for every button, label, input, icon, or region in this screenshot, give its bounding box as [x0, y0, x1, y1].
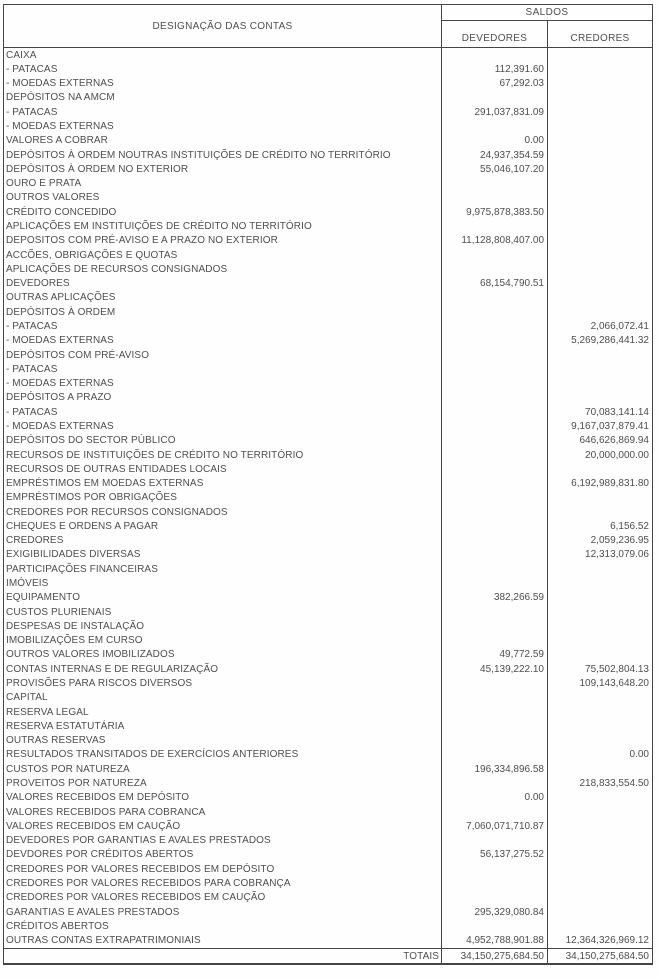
account-label: DEPÓSITOS À ORDEM NOUTRAS INSTITUIÇÕES DE CRÉDITO NO TERRITÓRIO: [4, 148, 442, 162]
account-label: CRÉDITO CONCEDIDO: [4, 205, 442, 219]
table-row: [4, 534, 652, 548]
table-row: [4, 876, 652, 890]
account-label: PARTICIPAÇÕES FINANCEIRAS: [4, 562, 442, 576]
devedores-value: [442, 862, 548, 876]
credores-value: [548, 762, 652, 776]
table-row: [4, 434, 652, 448]
devedores-value: [442, 605, 548, 619]
credores-value: [548, 648, 652, 662]
table-row: [4, 48, 652, 62]
table-row: [4, 462, 652, 476]
account-label: VALORES RECEBIDOS EM CAUÇÃO: [4, 819, 442, 833]
devedores-value: [442, 91, 548, 105]
table-row: [4, 662, 652, 676]
table-row: [4, 776, 652, 790]
account-label: DEVEDORES POR GARANTIAS E AVALES PRESTADOS: [4, 833, 442, 847]
account-label: OUTRAS RESERVAS: [4, 734, 442, 748]
account-label: CUSTOS POR NATUREZA: [4, 762, 442, 776]
account-label: EMPRÉSTIMOS POR OBRIGAÇÕES: [4, 491, 442, 505]
account-label: DEPOSITOS COM PRÉ-AVISO E A PRAZO NO EXTERIOR: [4, 234, 442, 248]
credores-value: [548, 734, 652, 748]
table-row: [4, 376, 652, 390]
credores-value: [548, 634, 652, 648]
devedores-value: [442, 919, 548, 933]
account-label: DEPÓSITOS DO SECTOR PÚBLICO: [4, 434, 442, 448]
account-label: - PATACAS: [4, 362, 442, 376]
devedores-value: 68,154,790.51: [442, 277, 548, 291]
accounts-table: [3, 4, 653, 965]
table-row: [4, 862, 652, 876]
account-label: RESERVA LEGAL: [4, 705, 442, 719]
credores-value: [548, 262, 652, 276]
devedores-value: 9,975,878,383.50: [442, 205, 548, 219]
table-row: [4, 119, 652, 133]
table-row: [4, 291, 652, 305]
account-label: VALORES RECEBIDOS EM DEPÓSITO: [4, 791, 442, 805]
account-label: IMOBILIZAÇÕES EM CURSO: [4, 634, 442, 648]
table-row: [4, 576, 652, 590]
devedores-value: 295,329,080.84: [442, 905, 548, 919]
devedores-value: [442, 891, 548, 905]
credores-value: [548, 905, 652, 919]
table-row: [4, 791, 652, 805]
account-label: EMPRÉSTIMOS EM MOEDAS EXTERNAS: [4, 476, 442, 490]
account-label: PROVISÕES PARA RISCOS DIVERSOS: [4, 676, 442, 690]
table-row: [4, 905, 652, 919]
devedores-value: [442, 676, 548, 690]
account-label: VALORES A COBRAR: [4, 134, 442, 148]
account-label: DESPESAS DE INSTALAÇÃO: [4, 619, 442, 633]
devedores-value: [442, 319, 548, 333]
table-row: [4, 734, 652, 748]
credores-value: [548, 77, 652, 91]
account-label: CREDORES POR RECURSOS CONSIGNADOS: [4, 505, 442, 519]
table-row: [4, 919, 652, 933]
devedores-value: [442, 391, 548, 405]
account-label: EXIGIBILIDADES DIVERSAS: [4, 548, 442, 562]
table-row: [4, 719, 652, 733]
credores-value: [548, 48, 652, 62]
table-row: [4, 62, 652, 76]
table-row: [4, 191, 652, 205]
credores-value: [548, 605, 652, 619]
devedores-value: [442, 805, 548, 819]
credores-value: [548, 62, 652, 76]
table-row: [4, 819, 652, 833]
account-label: CAPITAL: [4, 691, 442, 705]
account-label: OUTROS VALORES: [4, 191, 442, 205]
table-row: [4, 134, 652, 148]
table-row: [4, 848, 652, 862]
account-label: RESERVA ESTATUTÁRIA: [4, 719, 442, 733]
devedores-value: [442, 476, 548, 490]
credores-value: [548, 791, 652, 805]
account-label: OURO E PRATA: [4, 177, 442, 191]
devedores-value: 67,292.03: [442, 77, 548, 91]
credores-value: [548, 162, 652, 176]
credores-value: [548, 833, 652, 847]
devedores-value: 4,952,788,901.88: [442, 933, 548, 947]
devedores-value: [442, 562, 548, 576]
account-label: CRÉDITOS ABERTOS: [4, 919, 442, 933]
credores-value: 646,626,869.94: [579, 435, 649, 447]
devedores-value: [442, 419, 548, 433]
credores-value: 5,269,286,441.32: [571, 335, 649, 347]
totals-row: [4, 948, 652, 963]
credores-value: [548, 805, 652, 819]
credores-value: [548, 491, 652, 505]
table-row: [4, 162, 652, 176]
devedores-value: [442, 262, 548, 276]
credores-value: [548, 691, 652, 705]
account-label: CREDORES: [4, 534, 442, 548]
devedores-value: [442, 505, 548, 519]
account-label: DEVEDORES: [4, 277, 442, 291]
column-header-devedores: DEVEDORES: [442, 21, 548, 47]
devedores-value: [442, 434, 548, 448]
table-body: [4, 48, 652, 948]
table-row: [4, 148, 652, 162]
account-label: APLICAÇÕES DE RECURSOS CONSIGNADOS: [4, 262, 442, 276]
devedores-value: [442, 734, 548, 748]
saldos-subheaders: [442, 21, 652, 47]
devedores-value: 196,334,896.58: [442, 762, 548, 776]
credores-value: [548, 119, 652, 133]
account-label: APLICAÇÕES EM INSTITUIÇÕES DE CRÉDITO NO TERRITÓRIO: [4, 219, 442, 233]
credores-value: [548, 277, 652, 291]
table-row: [4, 334, 652, 348]
credores-value: [548, 891, 652, 905]
totals-devedores-value: 34,150,275,684.50: [442, 949, 548, 963]
table-row: [4, 91, 652, 105]
table-row: [4, 648, 652, 662]
credores-value: 12,364,326,969.12: [565, 935, 649, 947]
table-row: [4, 105, 652, 119]
column-header-credores: CREDORES: [570, 33, 630, 44]
credores-value: 109,143,648.20: [579, 678, 649, 690]
credores-value: [548, 848, 652, 862]
account-label: - MOEDAS EXTERNAS: [4, 419, 442, 433]
table-row: [4, 891, 652, 905]
devedores-value: [442, 362, 548, 376]
devedores-value: 55,046,107.20: [442, 162, 548, 176]
account-label: CONTAS INTERNAS E DE REGULARIZAÇÃO: [4, 662, 442, 676]
credores-value: [548, 376, 652, 390]
devedores-value: 24,937,354.59: [442, 148, 548, 162]
credores-value: 12,313,079.06: [585, 549, 649, 561]
devedores-value: [442, 219, 548, 233]
devedores-value: [442, 119, 548, 133]
devedores-value: [442, 748, 548, 762]
credores-value: [548, 505, 652, 519]
account-label: VALORES RECEBIDOS PARA COBRANCA: [4, 805, 442, 819]
devedores-value: [442, 376, 548, 390]
account-label: DEPÓSITOS COM PRÉ-AVISO: [4, 348, 442, 362]
devedores-value: 7,060,071,710.87: [442, 819, 548, 833]
account-label: ACCÕES, OBRIGAÇÕES E QUOTAS: [4, 248, 442, 262]
account-label: PROVEITOS POR NATUREZA: [4, 776, 442, 790]
table-row: [4, 619, 652, 633]
devedores-value: [442, 634, 548, 648]
credores-value: [548, 462, 652, 476]
account-label: DEPÓSITOS NA AMCM: [4, 91, 442, 105]
devedores-value: [442, 48, 548, 62]
credores-value: [548, 819, 652, 833]
devedores-value: [442, 705, 548, 719]
table-row: [4, 748, 652, 762]
account-label: OUTRAS CONTAS EXTRAPATRIMONIAIS: [4, 933, 442, 947]
credores-value: [548, 719, 652, 733]
table-row: [4, 705, 652, 719]
credores-value: [548, 391, 652, 405]
devedores-value: 0.00: [442, 134, 548, 148]
credores-value: [548, 362, 652, 376]
devedores-value: 291,037,831.09: [442, 105, 548, 119]
table-row: [4, 362, 652, 376]
table-row: [4, 591, 652, 605]
table-row: [4, 319, 652, 333]
credores-value: 2,059,236.95: [590, 535, 649, 547]
devedores-value: [442, 534, 548, 548]
credores-value: [548, 348, 652, 362]
column-header-designacao-das-contas: DESIGNAÇÃO DAS CONTAS: [4, 5, 442, 47]
account-label: CREDORES POR VALORES RECEBIDOS EM DEPÓSITO: [4, 862, 442, 876]
account-label: CREDORES POR VALORES RECEBIDOS PARA COBRANÇA: [4, 876, 442, 890]
devedores-value: 11,128,808,407.00: [442, 234, 548, 248]
account-label: CAIXA: [4, 48, 442, 62]
table-row: [4, 634, 652, 648]
account-label: - MOEDAS EXTERNAS: [4, 77, 442, 91]
table-row: [4, 562, 652, 576]
devedores-value: 382,266.59: [442, 591, 548, 605]
account-label: DEPÓSITOS À ORDEM NO EXTERIOR: [4, 162, 442, 176]
devedores-value: 56,137,275.52: [442, 848, 548, 862]
devedores-value: [442, 191, 548, 205]
table-row: [4, 691, 652, 705]
devedores-value: [442, 776, 548, 790]
table-row: [4, 491, 652, 505]
credores-value: [548, 91, 652, 105]
table-row: [4, 605, 652, 619]
devedores-value: [442, 248, 548, 262]
table-row: [4, 476, 652, 490]
devedores-value: [442, 576, 548, 590]
devedores-value: [442, 291, 548, 305]
credores-value: [548, 919, 652, 933]
devedores-value: [442, 448, 548, 462]
table-row: [4, 77, 652, 91]
table-row: [4, 177, 652, 191]
account-label: OUTRAS APLICAÇÕES: [4, 291, 442, 305]
devedores-value: [442, 876, 548, 890]
devedores-value: [442, 177, 548, 191]
credores-value: 6,156.52: [610, 520, 649, 532]
credores-value: [548, 862, 652, 876]
account-label: RESULTADOS TRANSITADOS DE EXERCÍCIOS ANTERIORES: [4, 748, 442, 762]
credores-value: [548, 205, 652, 219]
devedores-value: [442, 619, 548, 633]
devedores-value: 0.00: [442, 791, 548, 805]
table-row: [4, 933, 652, 947]
totals-credores-value: 34,150,275,684.50: [565, 950, 649, 962]
credores-value: [548, 591, 652, 605]
table-row: [4, 248, 652, 262]
credores-value: [548, 248, 652, 262]
table-row: [4, 805, 652, 819]
credores-value: [548, 177, 652, 191]
credores-value: [548, 619, 652, 633]
table-row: [4, 305, 652, 319]
account-label: - PATACAS: [4, 105, 442, 119]
table-row: [4, 219, 652, 233]
credores-value: [548, 705, 652, 719]
credores-value: [548, 576, 652, 590]
credores-value: 218,833,554.50: [579, 777, 649, 789]
saldos-header-group: [442, 5, 652, 47]
devedores-value: [442, 833, 548, 847]
devedores-value: 112,391.60: [442, 62, 548, 76]
table-row: [4, 277, 652, 291]
credores-value: [548, 305, 652, 319]
table-row: [4, 348, 652, 362]
table-row: [4, 234, 652, 248]
credores-value: [548, 562, 652, 576]
account-label: - PATACAS: [4, 319, 442, 333]
table-row: [4, 205, 652, 219]
table-row: [4, 405, 652, 419]
table-row: [4, 548, 652, 562]
table-row: [4, 262, 652, 276]
column-group-header-saldos: SALDOS: [442, 5, 652, 21]
account-label: EQUIPAMENTO: [4, 591, 442, 605]
account-label: GARANTIAS E AVALES PRESTADOS: [4, 905, 442, 919]
credores-value: 0.00: [629, 749, 649, 761]
account-label: RECURSOS DE INSTITUIÇÕES DE CRÉDITO NO TERRITÓRIO: [4, 448, 442, 462]
devedores-value: [442, 348, 548, 362]
devedores-value: [442, 405, 548, 419]
account-label: - MOEDAS EXTERNAS: [4, 376, 442, 390]
credores-value: [548, 148, 652, 162]
totals-label: TOTAIS: [4, 949, 442, 963]
account-label: CREDORES POR VALORES RECEBIDOS EM CAUÇÃO: [4, 891, 442, 905]
devedores-value: [442, 491, 548, 505]
devedores-value: [442, 305, 548, 319]
credores-value: 70,083,141.14: [585, 406, 649, 418]
devedores-value: [442, 548, 548, 562]
devedores-value: [442, 334, 548, 348]
table-row: [4, 448, 652, 462]
table-row: [4, 676, 652, 690]
credores-value: [548, 876, 652, 890]
devedores-value: 49,772.59: [442, 648, 548, 662]
credores-value: [548, 291, 652, 305]
credores-value: [548, 219, 652, 233]
table-row: [4, 762, 652, 776]
credores-value: [548, 234, 652, 248]
table-header: [4, 5, 652, 48]
devedores-value: [442, 462, 548, 476]
credores-value: 6,192,989,831.80: [571, 478, 649, 490]
table-row: [4, 419, 652, 433]
account-label: DEPÓSITOS À ORDEM: [4, 305, 442, 319]
account-label: RECURSOS DE OUTRAS ENTIDADES LOCAIS: [4, 462, 442, 476]
table-row: [4, 391, 652, 405]
account-label: - PATACAS: [4, 62, 442, 76]
credores-value: 75,502,804.13: [585, 663, 649, 675]
credores-value: [548, 191, 652, 205]
account-label: OUTROS VALORES IMOBILIZADOS: [4, 648, 442, 662]
account-label: - MOEDAS EXTERNAS: [4, 119, 442, 133]
credores-value: [548, 134, 652, 148]
account-label: CHEQUES E ORDENS A PAGAR: [4, 519, 442, 533]
credores-value: 2,066,072.41: [590, 320, 649, 332]
devedores-value: 45,139,222.10: [442, 662, 548, 676]
account-label: CUSTOS PLURIENAIS: [4, 605, 442, 619]
account-label: IMÓVEIS: [4, 576, 442, 590]
credores-value: 9,167,037,879.41: [571, 420, 649, 432]
credores-value: 20,000,000.00: [585, 449, 649, 461]
table-row: [4, 833, 652, 847]
table-row: [4, 505, 652, 519]
account-label: DEPÓSITOS A PRAZO: [4, 391, 442, 405]
devedores-value: [442, 719, 548, 733]
table-row: [4, 519, 652, 533]
account-label: DEVDORES POR CRÉDITOS ABERTOS: [4, 848, 442, 862]
devedores-value: [442, 691, 548, 705]
credores-value: [548, 105, 652, 119]
account-label: - PATACAS: [4, 405, 442, 419]
devedores-value: [442, 519, 548, 533]
account-label: - MOEDAS EXTERNAS: [4, 334, 442, 348]
